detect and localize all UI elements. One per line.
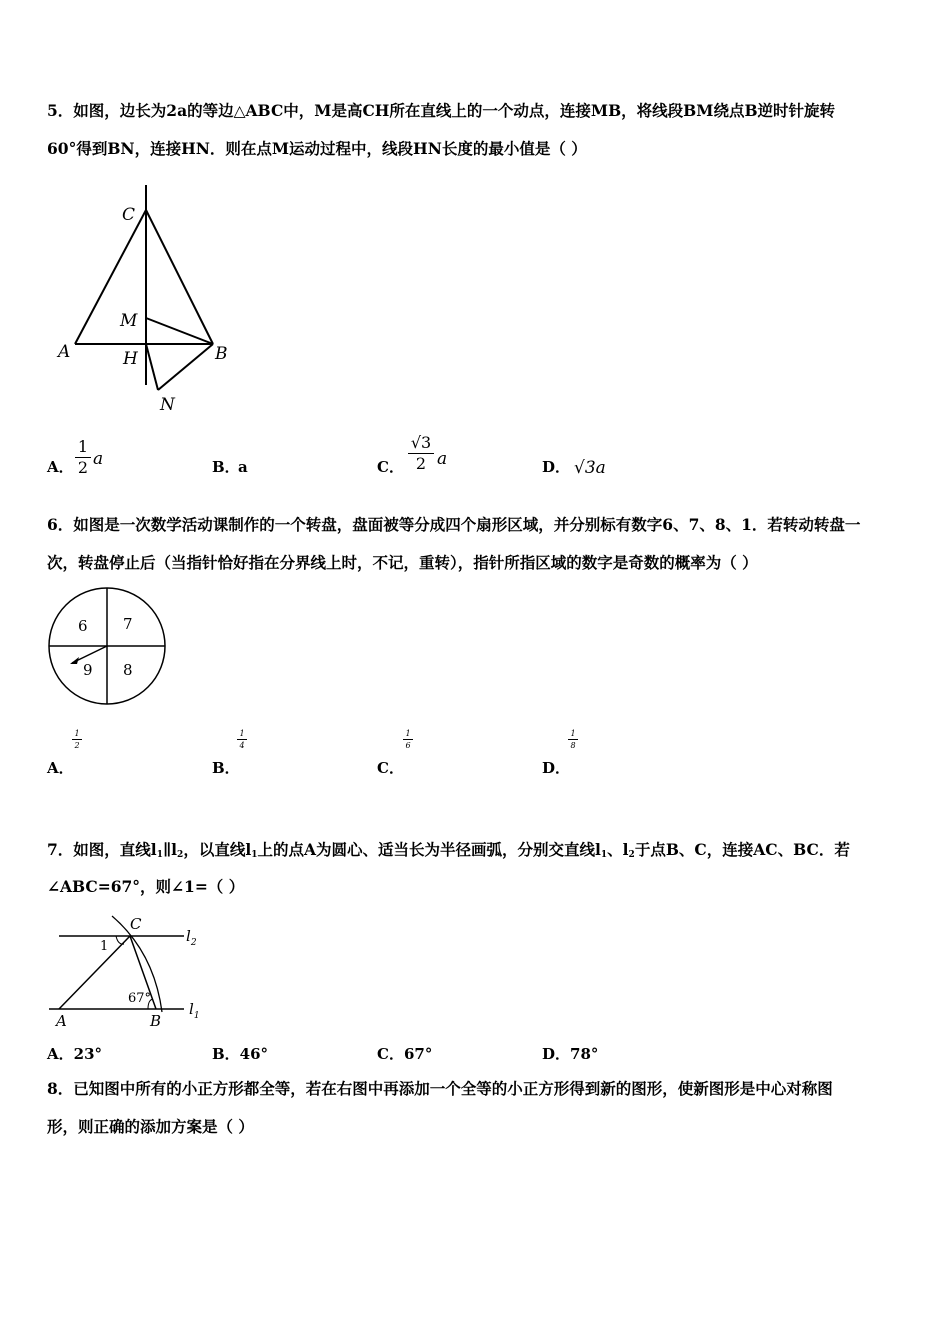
q6-spinner-figure: [44, 585, 170, 707]
label-angle-67: 67°: [128, 991, 152, 1006]
q5-option-c-label: C．: [377, 458, 404, 476]
q5-text-line2: 60°得到BN，连接HN．则在点M运动过程中，线段HN长度的最小值是（ ）: [47, 139, 587, 158]
fraction-numerator: √3: [410, 433, 432, 452]
q5-option-a-fraction: [75, 438, 91, 477]
fraction-denominator: 4: [239, 741, 245, 750]
label-c: C: [122, 205, 136, 225]
fraction-denominator: 2: [415, 454, 427, 473]
q6-option-b-label: B．: [212, 759, 240, 777]
fraction-bar: [237, 739, 247, 740]
fraction-numerator: 1: [77, 437, 89, 456]
pointer-arrowhead-icon: [70, 657, 79, 664]
q7-sub-5: 2: [628, 850, 635, 860]
segment-ac: [59, 936, 130, 1009]
q6-text-line1: 6．如图是一次数学活动课制作的一个转盘，盘面被等分成四个扇形区域，并分别标有数字6、7、8、1．若转动转盘一: [47, 515, 861, 534]
q7-parallel-lines-figure: [44, 912, 204, 1030]
segment-hn: [146, 344, 158, 390]
q6-option-d-fraction: [568, 729, 578, 750]
fraction-bar: [568, 739, 578, 740]
label-angle-1: 1: [100, 939, 109, 954]
q7-sub-2: 2: [177, 850, 184, 860]
fraction-numerator: 1: [74, 729, 80, 738]
side-cb: [146, 210, 213, 344]
q7-text-line2: ∠ABC=67°，则∠1=（ ）: [47, 877, 245, 896]
label-l2-letter: l: [186, 927, 191, 945]
q6-text-line2: 次，转盘停止后（当指针恰好指在分界线上时，不记，重转），指针所指区域的数字是奇数的概率为（ ）: [47, 553, 758, 572]
fraction-denominator: 2: [77, 458, 89, 477]
segment-bn: [158, 344, 213, 390]
q5-text-line1: 5．如图，边长为2a的等边△ABC中，M是高CH所在直线上的一个动点，连接MB，将线段BM绕点B逆时针旋转: [47, 101, 836, 120]
sector-label-9: 9: [83, 661, 93, 679]
q6-option-c-label: C．: [377, 759, 404, 777]
label-l1: [189, 1000, 200, 1021]
q5-option-c-var: a: [437, 449, 448, 469]
label-h: H: [123, 349, 138, 369]
q7-text-seg-b: ∥l: [162, 840, 178, 859]
q7-text-seg-f: 于点B、C，连接AC、BC．若: [634, 840, 850, 859]
q5-triangle-figure: [50, 180, 250, 420]
q7-text-line1: [47, 840, 907, 865]
q6-option-d-label: D．: [542, 759, 571, 777]
q6-option-c-fraction: [403, 729, 413, 750]
q6-option-a-label: A．: [47, 759, 74, 777]
label-b: B: [150, 1012, 162, 1030]
fraction-bar: [72, 739, 82, 740]
label-n: N: [160, 395, 175, 415]
q5-option-a-label: A．: [47, 458, 74, 476]
fraction-denominator: 6: [405, 741, 411, 750]
q7-text-seg-d: 上的点A为圆心、适当长为半径画弧，分别交直线l: [257, 840, 601, 859]
q7-option-b: B．46°: [212, 1045, 269, 1063]
q8-text-line2: 形，则正确的添加方案是（ ）: [47, 1117, 254, 1136]
fraction-numerator: 1: [570, 729, 576, 738]
q7-option-d: D．78°: [542, 1045, 599, 1063]
q5-option-d-label: D．: [542, 458, 571, 476]
q6-option-a-fraction: [72, 729, 82, 750]
fraction-numerator: 1: [405, 729, 411, 738]
label-a: A: [58, 342, 71, 362]
label-l1-letter: l: [189, 1000, 194, 1018]
sector-label-6: 6: [78, 617, 88, 635]
label-b: B: [215, 344, 228, 364]
q7-option-a: A．23°: [47, 1045, 103, 1063]
label-l2-sub: 2: [190, 938, 197, 948]
label-m: M: [120, 311, 138, 331]
label-a: A: [56, 1012, 67, 1030]
sector-label-7: 7: [123, 615, 133, 633]
q7-text-seg-e: 、l: [607, 840, 629, 859]
q5-option-a-var: a: [93, 449, 104, 469]
fraction-numerator: 1: [239, 729, 245, 738]
q7-sub-4: 1: [600, 850, 608, 860]
q7-sub-1: 1: [156, 850, 163, 860]
label-l2: [186, 927, 197, 948]
q7-sub-3: 1: [251, 850, 258, 860]
label-c: C: [130, 915, 142, 933]
q7-text-seg-c: ，以直线l: [183, 840, 252, 859]
fraction-denominator: 8: [570, 741, 576, 750]
q8-text-line1: 8．已知图中所有的小正方形都全等，若在右图中再添加一个全等的小正方形得到新的图形，使新图形是中心对称图: [47, 1079, 833, 1098]
q5-option-b-value: a: [238, 458, 248, 476]
q7-option-c: C．67°: [377, 1045, 433, 1063]
q6-option-b-fraction: [237, 729, 247, 750]
fraction-bar: [403, 739, 413, 740]
q5-option-d-value: √3a: [574, 458, 606, 478]
q5-option-b-label: B．: [212, 458, 240, 476]
sector-label-8: 8: [123, 661, 133, 679]
fraction-denominator: 2: [74, 741, 80, 750]
label-l1-sub: 1: [193, 1011, 200, 1021]
q7-text-seg-a: 7．如图，直线l: [47, 840, 157, 859]
q5-option-c-fraction: [408, 434, 434, 473]
